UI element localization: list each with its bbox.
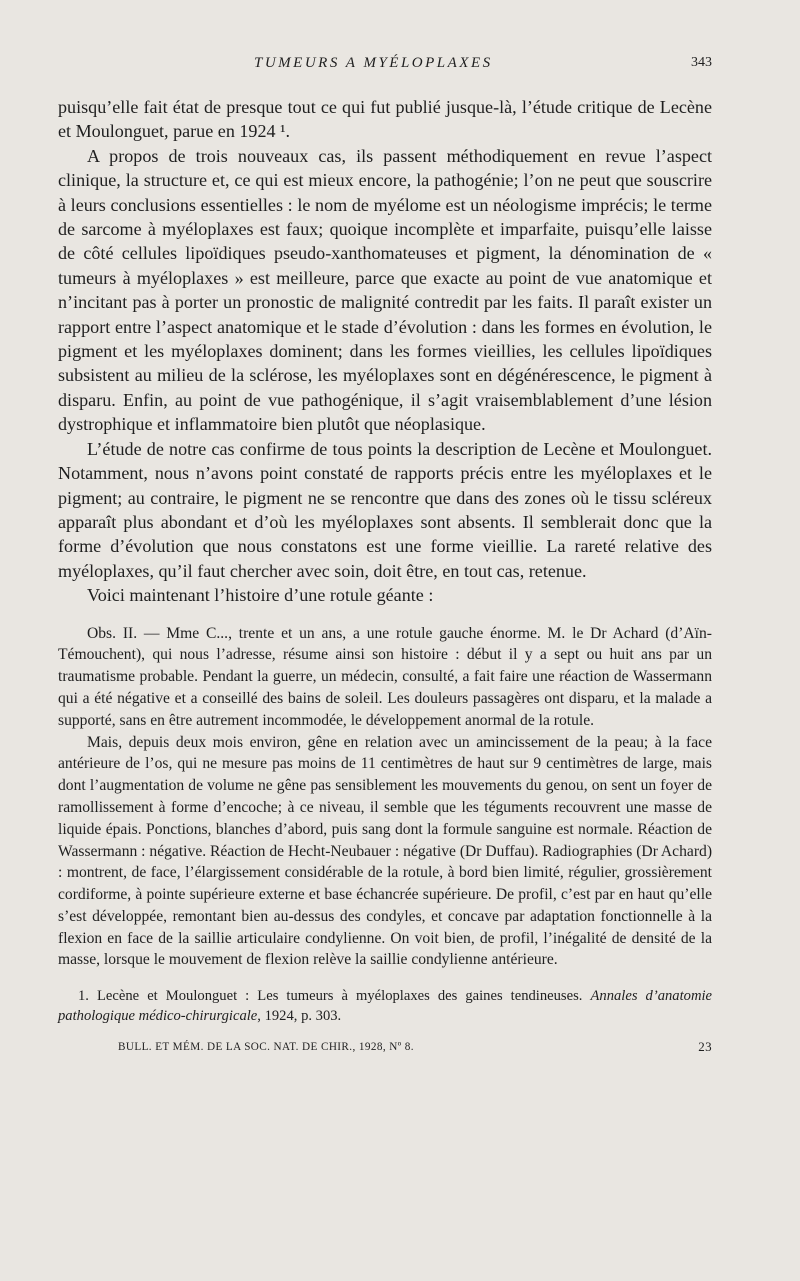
- footnote-journal: Annales d’anatomie pathologique médico-chirurgicale: [58, 988, 713, 1024]
- footer-citation: BULL. ET MÉM. DE LA SOC. NAT. DE CHIR., 1928, Nº 8.: [118, 1041, 414, 1054]
- body-paragraph: puisqu’elle fait état de presque tout ce qui fut publié jusque-là, l’étude critique de Lecène et Moulonguet, parue en 1924 ¹.: [58, 97, 712, 142]
- observation-paragraph: Obs. II. — Mme C..., trente et un ans, a une rotule gauche énorme. M. le Dr Achard (d’Aïn-Témouchent), qui nous l’adresse, résume ainsi son histoire : début il y a sept ou huit ans par un traumatisme probable. Pendant la guerre, un médecin, consulté, a fait faire une réaction de Wassermann qui a été négative et a conseillé des bains de soleil. Les douleurs passagères ont disparu, et la malade a supporté, sans en être autrement incommodée, le développement anormal de la rotule.: [58, 624, 712, 729]
- footnote-title: Les tumeurs à myéloplaxes des gaines tendineuses.: [257, 988, 583, 1005]
- footnote-authors: Lecène et Moulonguet :: [97, 988, 250, 1005]
- footnote: [58, 987, 712, 1026]
- footnote-details: , 1924, p. 303.: [257, 1007, 342, 1024]
- running-title: TUMEURS A MYÉLOPLAXES: [254, 55, 493, 71]
- body-paragraph: Voici maintenant l’histoire d’une rotule géante :: [87, 585, 434, 606]
- body-paragraph: L’étude de notre cas confirme de tous points la description de Lecène et Moulonguet. Notamment, nous n’avons point constaté de rapports précis entre les myéloplaxes et le pigment; au contraire, le pigment ne se rencontre que dans des zones où le tissu scléreux apparaît plus abondant et d’où les myéloplaxes sont absents. Il semblerait donc que la forme d’évolution que nous constatons est une forme vieillie. La rareté relative des myéloplaxes, qu’il faut chercher avec soin, doit être, en tout cas, retenue.: [58, 438, 712, 581]
- observation-paragraph: Mais, depuis deux mois environ, gêne en relation avec un amincissement de la peau; à la face antérieure de l’os, qui ne mesure pas moins de 11 centimètres de haut sur 9 centimètres de large, mais dont l’augmentation de volume ne gêne pas sensiblement les mouvements du genou, on sent un foyer de ramollissement à forme d’encoche; à ce niveau, il semble que les téguments recouvrent une masse de liquide épais. Ponctions, blanches d’abord, puis sang dont la formule sanguine est normale. Réaction de Wassermann : négative. Réaction de Hecht-Neubauer : négative (Dr Duffau). Radiographies (Dr Achard) : montrent, de face, l’élargissement considérable de la rotule, à bord bien limité, régulier, grossièrement cordiforme, à pointe supérieure externe et base échancrée supérieure. De profil, c’est par en haut qu’elle s’est développée, remontant bien au-dessus des condyles, et concave par adaptation fonctionnelle à la flexion en face de la saillie articulaire condylienne. On voit bien, de profil, l’inégalité de densité de la masse, lorsque le mouvement de flexion relève la saillie condylienne antérieure.: [58, 733, 713, 969]
- body-paragraph: A propos de trois nouveaux cas, ils passent méthodiquement en revue l’aspect clinique, la structure et, ce qui est mieux encore, la pathogénie; l’on ne peut que souscrire à leurs conclusions essentielles : le nom de myélome est un néologisme imprécis; le terme de sarcome à myéloplaxes est faux; quoique incomplète et imparfaite, puisqu’elle laisse de côté cellules lipoïdiques pseudo-xanthomateuses et pigment, la dénomination de « tumeurs à myéloplaxes » est meilleure, parce que exacte au point de vue anatomique et n’incitant pas à porter un pronostic de malignité contredit par les faits. Il paraît exister un rapport entre l’aspect anatomique et le stade d’évolution : dans les formes en évolution, le pigment et les myéloplaxes dominent; dans les formes vieillies, les cellules lipoïdiques subsistent au milieu de la sclérose, les myéloplaxes sont en dégénérescence, le pigment à disparu. Enfin, au point de vue pathogénique, il s’agit vraisemblablement d’une lésion dystrophique et inflammatoire bien plutôt que néoplasique.: [58, 145, 712, 435]
- running-header: [58, 50, 712, 78]
- sheet-number: 23: [698, 1039, 712, 1055]
- main-text: [58, 95, 712, 608]
- observation-section: [58, 623, 712, 972]
- page-number: 343: [691, 55, 712, 70]
- journal-page: [58, 50, 712, 1265]
- footnote-number: 1.: [78, 988, 89, 1005]
- page-footer: [58, 1041, 712, 1059]
